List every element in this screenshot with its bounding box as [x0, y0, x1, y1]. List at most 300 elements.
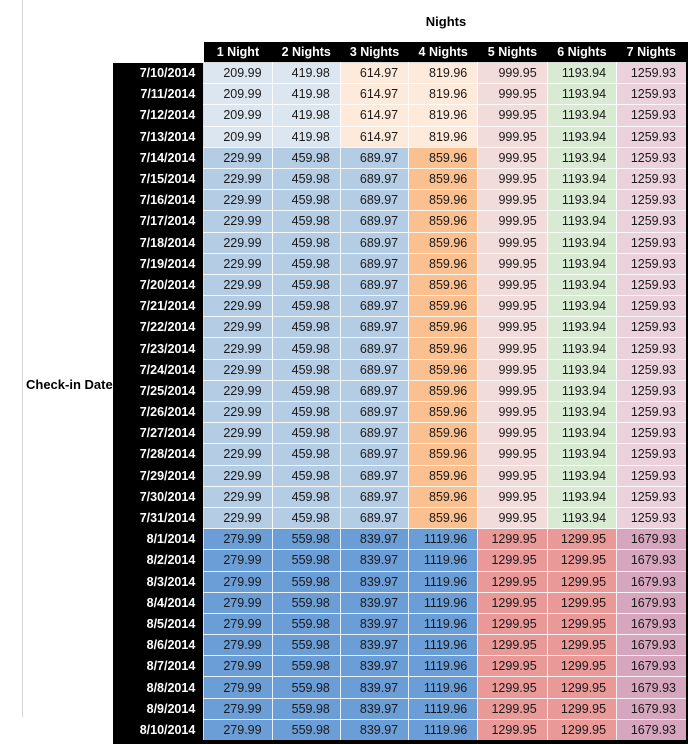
date-cell: 7/21/2014 — [113, 296, 204, 317]
price-cell: 859.96 — [409, 232, 478, 253]
column-header: 1 Night — [204, 42, 272, 63]
table-row — [113, 719, 687, 742]
table-row — [113, 211, 687, 232]
price-cell: 229.99 — [204, 444, 272, 465]
price-cell: 1299.95 — [547, 698, 616, 719]
price-cell: 559.98 — [272, 592, 340, 613]
date-cell: 7/23/2014 — [113, 338, 204, 359]
date-cell: 7/10/2014 — [113, 63, 204, 84]
price-cell: 689.97 — [340, 423, 408, 444]
price-cell: 1299.95 — [478, 613, 547, 634]
nightly-pricing-table — [113, 42, 688, 744]
table-row — [113, 444, 687, 465]
price-cell: 859.96 — [409, 486, 478, 507]
price-cell: 1299.95 — [478, 571, 547, 592]
price-cell: 614.97 — [340, 63, 408, 84]
table-row — [113, 465, 687, 486]
price-cell: 1193.94 — [547, 296, 616, 317]
price-cell: 229.99 — [204, 402, 272, 423]
price-cell: 859.96 — [409, 423, 478, 444]
price-cell: 419.98 — [272, 105, 340, 126]
table-row — [113, 656, 687, 677]
price-cell: 1679.93 — [617, 592, 687, 613]
price-cell: 614.97 — [340, 126, 408, 147]
price-cell: 1193.94 — [547, 317, 616, 338]
price-cell: 999.95 — [478, 84, 547, 105]
price-cell: 279.99 — [204, 550, 272, 571]
price-cell: 859.96 — [409, 274, 478, 295]
price-cell: 1299.95 — [547, 529, 616, 550]
column-header: 2 Nights — [272, 42, 340, 63]
price-cell: 1259.93 — [617, 465, 687, 486]
price-cell: 859.96 — [409, 253, 478, 274]
price-cell: 459.98 — [272, 465, 340, 486]
price-cell: 839.97 — [340, 571, 408, 592]
price-cell: 459.98 — [272, 423, 340, 444]
price-cell: 559.98 — [272, 677, 340, 698]
table-row — [113, 126, 687, 147]
table-row — [113, 402, 687, 423]
price-cell: 1679.93 — [617, 656, 687, 677]
price-cell: 1679.93 — [617, 698, 687, 719]
corner-spacer — [113, 42, 204, 63]
price-cell: 689.97 — [340, 444, 408, 465]
price-cell: 279.99 — [204, 677, 272, 698]
price-cell: 1119.96 — [409, 613, 478, 634]
price-cell: 819.96 — [409, 63, 478, 84]
price-cell: 1299.95 — [547, 613, 616, 634]
price-cell: 1193.94 — [547, 338, 616, 359]
price-cell: 999.95 — [478, 317, 547, 338]
price-cell: 999.95 — [478, 190, 547, 211]
price-cell: 1193.94 — [547, 359, 616, 380]
table-row — [113, 338, 687, 359]
price-cell: 1299.95 — [478, 698, 547, 719]
price-cell: 689.97 — [340, 317, 408, 338]
price-cell: 459.98 — [272, 253, 340, 274]
date-cell: 7/18/2014 — [113, 232, 204, 253]
price-cell: 1193.94 — [547, 211, 616, 232]
price-cell: 1299.95 — [547, 719, 616, 742]
price-cell: 1259.93 — [617, 317, 687, 338]
price-cell: 839.97 — [340, 656, 408, 677]
price-cell: 1119.96 — [409, 677, 478, 698]
table-row — [113, 84, 687, 105]
price-cell: 1193.94 — [547, 380, 616, 401]
date-cell: 7/20/2014 — [113, 274, 204, 295]
price-cell: 1299.95 — [547, 635, 616, 656]
price-cell: 209.99 — [204, 84, 272, 105]
price-cell: 839.97 — [340, 635, 408, 656]
price-cell: 689.97 — [340, 211, 408, 232]
price-cell: 1259.93 — [617, 63, 687, 84]
price-cell: 1259.93 — [617, 147, 687, 168]
price-cell: 1299.95 — [547, 656, 616, 677]
price-cell: 279.99 — [204, 719, 272, 742]
price-cell: 1193.94 — [547, 486, 616, 507]
price-cell: 459.98 — [272, 338, 340, 359]
price-cell: 229.99 — [204, 232, 272, 253]
price-cell: 859.96 — [409, 338, 478, 359]
price-cell: 229.99 — [204, 168, 272, 189]
price-cell: 689.97 — [340, 486, 408, 507]
price-cell: 1193.94 — [547, 84, 616, 105]
date-cell: 7/28/2014 — [113, 444, 204, 465]
table-row — [113, 168, 687, 189]
price-cell: 459.98 — [272, 147, 340, 168]
price-cell: 459.98 — [272, 380, 340, 401]
price-cell: 1259.93 — [617, 105, 687, 126]
price-cell: 999.95 — [478, 126, 547, 147]
price-cell: 459.98 — [272, 402, 340, 423]
date-cell: 8/3/2014 — [113, 571, 204, 592]
date-cell: 7/14/2014 — [113, 147, 204, 168]
price-cell: 689.97 — [340, 168, 408, 189]
price-cell: 1119.96 — [409, 635, 478, 656]
date-cell: 7/15/2014 — [113, 168, 204, 189]
price-cell: 689.97 — [340, 465, 408, 486]
price-cell: 1119.96 — [409, 698, 478, 719]
price-cell: 859.96 — [409, 359, 478, 380]
column-header: 3 Nights — [340, 42, 408, 63]
price-cell: 1299.95 — [547, 677, 616, 698]
price-cell: 1119.96 — [409, 656, 478, 677]
price-cell: 209.99 — [204, 105, 272, 126]
price-cell: 689.97 — [340, 296, 408, 317]
price-cell: 1679.93 — [617, 677, 687, 698]
price-cell: 859.96 — [409, 317, 478, 338]
price-cell: 1259.93 — [617, 380, 687, 401]
price-cell: 689.97 — [340, 147, 408, 168]
table-row — [113, 232, 687, 253]
price-cell: 1259.93 — [617, 296, 687, 317]
price-cell: 1193.94 — [547, 147, 616, 168]
price-cell: 229.99 — [204, 359, 272, 380]
date-cell: 7/13/2014 — [113, 126, 204, 147]
date-cell: 7/24/2014 — [113, 359, 204, 380]
price-cell: 229.99 — [204, 486, 272, 507]
price-cell: 999.95 — [478, 444, 547, 465]
price-cell: 1259.93 — [617, 190, 687, 211]
price-cell: 229.99 — [204, 423, 272, 444]
price-cell: 1299.95 — [478, 719, 547, 742]
price-cell: 419.98 — [272, 84, 340, 105]
price-cell: 419.98 — [272, 63, 340, 84]
price-cell: 229.99 — [204, 253, 272, 274]
price-cell: 1299.95 — [478, 635, 547, 656]
price-cell: 1259.93 — [617, 211, 687, 232]
table-row — [113, 550, 687, 571]
table-row — [113, 698, 687, 719]
price-cell: 689.97 — [340, 274, 408, 295]
checkin-date-axis-label: Check-in Date — [26, 377, 113, 392]
date-cell: 7/17/2014 — [113, 211, 204, 232]
price-cell: 1119.96 — [409, 719, 478, 742]
date-cell: 8/2/2014 — [113, 550, 204, 571]
price-cell: 1193.94 — [547, 168, 616, 189]
price-cell: 859.96 — [409, 211, 478, 232]
price-cell: 1193.94 — [547, 232, 616, 253]
table-row — [113, 486, 687, 507]
price-cell: 1193.94 — [547, 190, 616, 211]
price-cell: 229.99 — [204, 317, 272, 338]
price-cell: 999.95 — [478, 232, 547, 253]
date-cell: 8/4/2014 — [113, 592, 204, 613]
price-cell: 819.96 — [409, 105, 478, 126]
price-cell: 1259.93 — [617, 444, 687, 465]
table-row — [113, 529, 687, 550]
price-cell: 1119.96 — [409, 550, 478, 571]
price-cell: 279.99 — [204, 698, 272, 719]
price-cell: 459.98 — [272, 317, 340, 338]
price-cell: 689.97 — [340, 253, 408, 274]
price-cell: 859.96 — [409, 507, 478, 528]
date-cell: 7/19/2014 — [113, 253, 204, 274]
price-cell: 689.97 — [340, 190, 408, 211]
table-row — [113, 274, 687, 295]
price-cell: 859.96 — [409, 168, 478, 189]
table-row — [113, 296, 687, 317]
table-row — [113, 423, 687, 444]
price-cell: 1299.95 — [547, 592, 616, 613]
price-cell: 1193.94 — [547, 126, 616, 147]
date-cell: 8/1/2014 — [113, 529, 204, 550]
price-cell: 459.98 — [272, 486, 340, 507]
date-cell: 8/6/2014 — [113, 635, 204, 656]
price-cell: 1193.94 — [547, 63, 616, 84]
price-cell: 689.97 — [340, 507, 408, 528]
date-cell: 7/27/2014 — [113, 423, 204, 444]
price-cell: 1299.95 — [478, 656, 547, 677]
price-cell: 819.96 — [409, 126, 478, 147]
table-row — [113, 571, 687, 592]
price-cell: 1299.95 — [478, 529, 547, 550]
price-cell: 839.97 — [340, 592, 408, 613]
date-cell: 7/31/2014 — [113, 507, 204, 528]
price-cell: 459.98 — [272, 211, 340, 232]
price-cell: 839.97 — [340, 698, 408, 719]
price-cell: 229.99 — [204, 147, 272, 168]
price-cell: 559.98 — [272, 571, 340, 592]
price-cell: 559.98 — [272, 550, 340, 571]
price-cell: 229.99 — [204, 274, 272, 295]
date-cell: 7/16/2014 — [113, 190, 204, 211]
price-cell: 1679.93 — [617, 635, 687, 656]
price-cell: 459.98 — [272, 168, 340, 189]
price-cell: 1259.93 — [617, 126, 687, 147]
price-cell: 209.99 — [204, 126, 272, 147]
price-cell: 279.99 — [204, 592, 272, 613]
price-cell: 279.99 — [204, 529, 272, 550]
price-cell: 1193.94 — [547, 444, 616, 465]
price-cell: 839.97 — [340, 550, 408, 571]
price-cell: 1299.95 — [547, 550, 616, 571]
price-cell: 559.98 — [272, 698, 340, 719]
price-cell: 459.98 — [272, 507, 340, 528]
table-row — [113, 317, 687, 338]
price-cell: 999.95 — [478, 253, 547, 274]
date-cell: 7/30/2014 — [113, 486, 204, 507]
price-cell: 1193.94 — [547, 105, 616, 126]
price-cell: 1259.93 — [617, 84, 687, 105]
left-gutter-divider — [22, 0, 23, 717]
price-cell: 689.97 — [340, 380, 408, 401]
price-cell: 859.96 — [409, 402, 478, 423]
price-cell: 999.95 — [478, 147, 547, 168]
price-cell: 1299.95 — [478, 550, 547, 571]
price-cell: 859.96 — [409, 296, 478, 317]
price-cell: 999.95 — [478, 105, 547, 126]
price-cell: 999.95 — [478, 274, 547, 295]
date-cell: 8/8/2014 — [113, 677, 204, 698]
price-cell: 1259.93 — [617, 253, 687, 274]
price-cell: 279.99 — [204, 656, 272, 677]
table-row — [113, 253, 687, 274]
price-cell: 689.97 — [340, 232, 408, 253]
price-cell: 999.95 — [478, 465, 547, 486]
price-cell: 419.98 — [272, 126, 340, 147]
price-cell: 689.97 — [340, 359, 408, 380]
column-header: 7 Nights — [617, 42, 687, 63]
table-row — [113, 613, 687, 634]
price-cell: 819.96 — [409, 84, 478, 105]
date-cell: 7/11/2014 — [113, 84, 204, 105]
price-cell: 1259.93 — [617, 423, 687, 444]
table-row — [113, 63, 687, 84]
date-cell: 7/12/2014 — [113, 105, 204, 126]
column-header: 4 Nights — [409, 42, 478, 63]
price-cell: 1193.94 — [547, 402, 616, 423]
price-cell: 1679.93 — [617, 550, 687, 571]
price-cell: 1259.93 — [617, 274, 687, 295]
price-cell: 859.96 — [409, 190, 478, 211]
date-cell: 8/10/2014 — [113, 719, 204, 742]
price-cell: 859.96 — [409, 444, 478, 465]
table-row — [113, 677, 687, 698]
price-cell: 1193.94 — [547, 465, 616, 486]
price-cell: 559.98 — [272, 656, 340, 677]
price-cell: 1679.93 — [617, 529, 687, 550]
price-cell: 559.98 — [272, 635, 340, 656]
table-header — [113, 42, 687, 63]
price-cell: 839.97 — [340, 719, 408, 742]
price-cell: 279.99 — [204, 613, 272, 634]
price-cell: 1193.94 — [547, 274, 616, 295]
price-cell: 1119.96 — [409, 592, 478, 613]
table-body — [113, 63, 687, 743]
price-cell: 209.99 — [204, 63, 272, 84]
price-cell: 999.95 — [478, 359, 547, 380]
price-cell: 614.97 — [340, 105, 408, 126]
price-cell: 1193.94 — [547, 423, 616, 444]
date-cell: 8/5/2014 — [113, 613, 204, 634]
price-cell: 1259.93 — [617, 486, 687, 507]
price-cell: 459.98 — [272, 232, 340, 253]
column-header: 5 Nights — [478, 42, 547, 63]
price-cell: 279.99 — [204, 571, 272, 592]
price-cell: 859.96 — [409, 380, 478, 401]
price-cell: 1259.93 — [617, 232, 687, 253]
price-cell: 1299.95 — [478, 677, 547, 698]
price-cell: 614.97 — [340, 84, 408, 105]
price-cell: 459.98 — [272, 190, 340, 211]
price-cell: 1259.93 — [617, 359, 687, 380]
price-cell: 1679.93 — [617, 571, 687, 592]
price-cell: 229.99 — [204, 211, 272, 232]
price-cell: 999.95 — [478, 338, 547, 359]
date-cell: 8/9/2014 — [113, 698, 204, 719]
table-row — [113, 190, 687, 211]
price-cell: 1259.93 — [617, 168, 687, 189]
date-cell: 8/7/2014 — [113, 656, 204, 677]
price-cell: 999.95 — [478, 423, 547, 444]
table-row — [113, 635, 687, 656]
price-cell: 1679.93 — [617, 613, 687, 634]
price-cell: 1259.93 — [617, 507, 687, 528]
price-cell: 999.95 — [478, 402, 547, 423]
price-cell: 999.95 — [478, 63, 547, 84]
price-cell: 1259.93 — [617, 402, 687, 423]
table-row — [113, 592, 687, 613]
price-cell: 839.97 — [340, 529, 408, 550]
date-cell: 7/22/2014 — [113, 317, 204, 338]
price-cell: 229.99 — [204, 507, 272, 528]
price-cell: 839.97 — [340, 677, 408, 698]
price-cell: 1119.96 — [409, 571, 478, 592]
price-cell: 859.96 — [409, 147, 478, 168]
date-cell: 7/26/2014 — [113, 402, 204, 423]
price-cell: 1119.96 — [409, 529, 478, 550]
price-cell: 229.99 — [204, 190, 272, 211]
price-cell: 229.99 — [204, 296, 272, 317]
nights-axis-title: Nights — [425, 14, 467, 29]
price-cell: 229.99 — [204, 380, 272, 401]
date-cell: 7/29/2014 — [113, 465, 204, 486]
price-cell: 689.97 — [340, 402, 408, 423]
price-cell: 459.98 — [272, 296, 340, 317]
column-header: 6 Nights — [547, 42, 616, 63]
price-cell: 459.98 — [272, 359, 340, 380]
table-row — [113, 359, 687, 380]
price-cell: 999.95 — [478, 507, 547, 528]
table-row — [113, 105, 687, 126]
table-row — [113, 147, 687, 168]
price-cell: 459.98 — [272, 444, 340, 465]
price-cell: 1193.94 — [547, 507, 616, 528]
table-row — [113, 507, 687, 528]
price-cell: 1193.94 — [547, 253, 616, 274]
price-cell: 1259.93 — [617, 338, 687, 359]
price-cell: 1299.95 — [478, 592, 547, 613]
price-cell: 559.98 — [272, 613, 340, 634]
price-cell: 689.97 — [340, 338, 408, 359]
table-row — [113, 380, 687, 401]
price-cell: 999.95 — [478, 296, 547, 317]
price-cell: 1299.95 — [547, 571, 616, 592]
price-cell: 559.98 — [272, 719, 340, 742]
price-cell: 999.95 — [478, 168, 547, 189]
price-cell: 459.98 — [272, 274, 340, 295]
price-cell: 1679.93 — [617, 719, 687, 742]
price-cell: 839.97 — [340, 613, 408, 634]
price-cell: 999.95 — [478, 486, 547, 507]
price-cell: 999.95 — [478, 211, 547, 232]
date-cell: 7/25/2014 — [113, 380, 204, 401]
price-cell: 859.96 — [409, 465, 478, 486]
price-cell: 279.99 — [204, 635, 272, 656]
price-cell: 999.95 — [478, 380, 547, 401]
price-cell: 559.98 — [272, 529, 340, 550]
